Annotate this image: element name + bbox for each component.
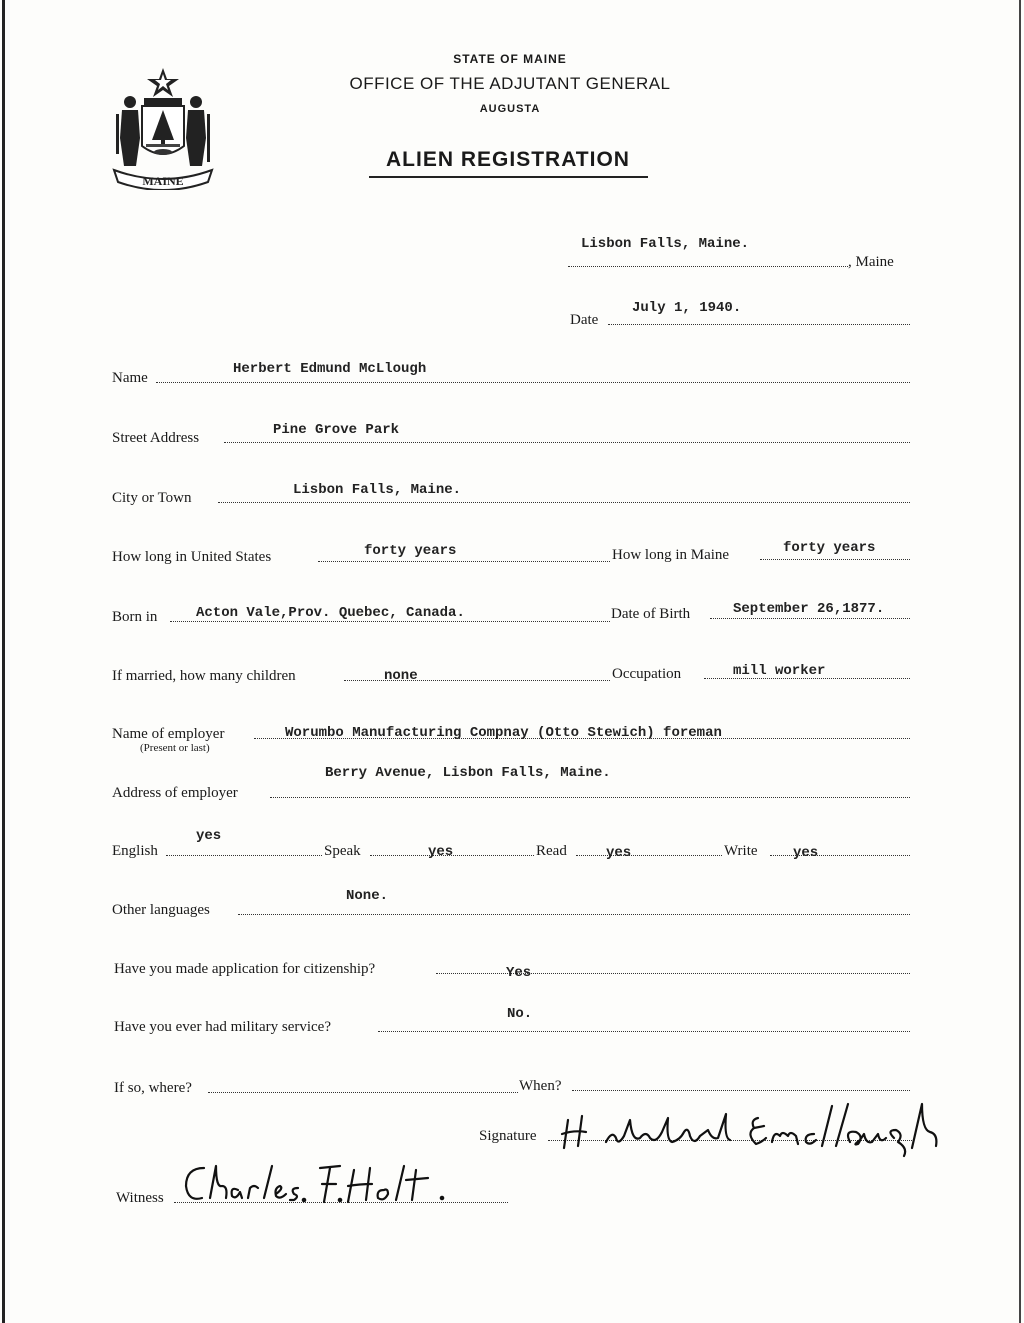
read-value: yes	[606, 845, 632, 861]
occupation-label: Occupation	[612, 666, 682, 682]
maine-time-label: How long in Maine	[612, 547, 730, 563]
city-line	[218, 502, 910, 503]
dob-value: September 26,1877.	[733, 601, 885, 617]
speak-label: Speak	[324, 843, 361, 859]
seal-banner-text: MAINE	[142, 174, 184, 188]
military-line	[378, 1031, 910, 1032]
other-languages-value: None.	[346, 888, 389, 904]
us-time-value: forty years	[364, 543, 457, 559]
english-line	[166, 855, 322, 856]
employer-address-line	[270, 797, 910, 798]
name-value: Herbert Edmund McLlough	[233, 361, 427, 377]
date-value: July 1, 1940.	[632, 300, 742, 316]
other-languages-line	[238, 914, 910, 915]
street-value: Pine Grove Park	[273, 422, 400, 438]
english-label: English	[112, 843, 158, 859]
place-value: Lisbon Falls, Maine.	[581, 236, 750, 252]
write-value: yes	[793, 845, 819, 861]
children-label: If married, how many children	[112, 668, 296, 684]
born-label: Born in	[112, 609, 158, 625]
citizenship-value: Yes	[506, 965, 532, 981]
title-underline	[369, 176, 648, 178]
place-suffix: , Maine	[848, 254, 894, 270]
city-value: Lisbon Falls, Maine.	[293, 482, 462, 498]
other-languages-label: Other languages	[112, 902, 210, 918]
form-title: ALIEN REGISTRATION	[386, 148, 630, 171]
write-label: Write	[724, 843, 758, 859]
signature-handwriting	[560, 1090, 1020, 1160]
city-label: City or Town	[112, 490, 192, 506]
employer-sublabel: (Present or last)	[140, 742, 210, 754]
us-time-label: How long in United States	[112, 549, 272, 565]
born-line	[170, 621, 610, 622]
scan-edge-left	[2, 0, 5, 1323]
english-value: yes	[196, 828, 222, 844]
read-label: Read	[536, 843, 567, 859]
header-city: AUGUSTA	[479, 103, 541, 115]
maine-time-line	[760, 559, 910, 560]
street-line	[224, 442, 910, 443]
citizenship-label: Have you made application for citizenship?	[114, 961, 376, 977]
employer-address-value: Berry Avenue, Lisbon Falls, Maine.	[325, 765, 611, 781]
maine-time-value: forty years	[783, 540, 876, 556]
speak-value: yes	[428, 844, 454, 860]
place-line	[568, 266, 848, 267]
signature-label: Signature	[479, 1128, 537, 1144]
header-office: OFFICE OF THE ADJUTANT GENERAL	[349, 74, 671, 93]
read-line	[576, 855, 722, 856]
date-line	[608, 324, 910, 325]
military-label: Have you ever had military service?	[114, 1019, 331, 1035]
write-line	[770, 855, 910, 856]
date-label: Date	[570, 312, 599, 328]
where-label: If so, where?	[114, 1080, 192, 1096]
witness-handwriting	[180, 1160, 470, 1210]
header-state: STATE OF MAINE	[453, 52, 567, 66]
dob-label: Date of Birth	[611, 606, 691, 622]
born-value: Acton Vale,Prov. Quebec, Canada.	[196, 605, 465, 621]
name-label: Name	[112, 370, 148, 386]
where-line	[208, 1092, 518, 1093]
military-value: No.	[507, 1006, 533, 1022]
children-value: none	[384, 668, 418, 684]
employer-label: Name of employer	[112, 726, 225, 742]
dob-line	[710, 618, 910, 619]
when-label: When?	[519, 1078, 562, 1094]
employer-value: Worumbo Manufacturing Compnay (Otto Stewich) foreman	[285, 725, 722, 741]
witness-label: Witness	[116, 1190, 164, 1206]
street-label: Street Address	[112, 430, 200, 446]
employer-address-label: Address of employer	[112, 785, 238, 801]
us-time-line	[318, 561, 610, 562]
occupation-value: mill worker	[733, 663, 826, 679]
name-line	[156, 382, 910, 383]
